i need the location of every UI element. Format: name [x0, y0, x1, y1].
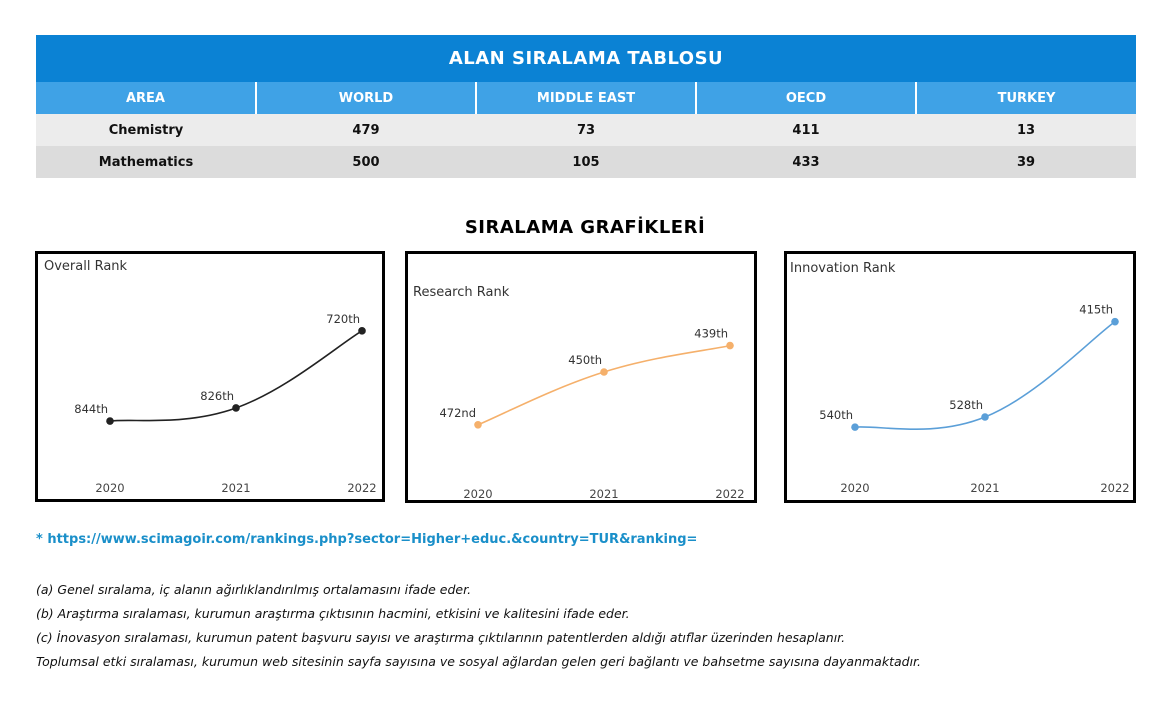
- data-point: [726, 342, 734, 350]
- chart-title: Research Rank: [413, 285, 510, 300]
- column-header-world: WORLD: [256, 82, 476, 114]
- research-rank-chart: [405, 251, 757, 503]
- data-point: [600, 368, 608, 376]
- source-link[interactable]: * https://www.scimagoir.com/rankings.php?sector=Higher+educ.&country=TUR&ranking=: [36, 532, 698, 547]
- x-tick-label: 2022: [1100, 481, 1130, 495]
- data-point: [981, 413, 989, 421]
- series-line: [855, 322, 1115, 430]
- series-line: [478, 346, 730, 425]
- table-cell: 105: [476, 146, 696, 178]
- x-tick-label: 2021: [221, 481, 251, 495]
- x-tick-label: 2021: [970, 481, 1000, 495]
- innovation-rank-plot: [787, 254, 1133, 500]
- data-point: [474, 421, 482, 429]
- chart-title: Overall Rank: [44, 259, 128, 274]
- table-cell: 479: [256, 114, 476, 146]
- column-header-oecd: OECD: [696, 82, 916, 114]
- overall-rank-plot: [38, 254, 382, 499]
- x-tick-label: 2020: [840, 481, 870, 495]
- x-tick-label: 2020: [463, 487, 493, 500]
- table-cell: 13: [916, 114, 1136, 146]
- table-row: [36, 114, 1136, 146]
- data-label: 415th: [1079, 302, 1113, 317]
- footnote-c: (c) İnovasyon sıralaması, kurumun patent başvuru sayısı ve araştırma çıktılarının patentlerden aldığı atıflar üzerinden hesaplanır.: [36, 630, 846, 645]
- table-cell: 411: [696, 114, 916, 146]
- data-label: 472nd: [439, 405, 476, 420]
- column-header-middle-east: MIDDLE EAST: [476, 82, 696, 114]
- data-point: [1111, 318, 1119, 326]
- innovation-rank-chart: [784, 251, 1136, 503]
- table-cell: Chemistry: [36, 114, 256, 146]
- data-label: 826th: [200, 388, 234, 403]
- footnote-a: (a) Genel sıralama, iç alanın ağırlıklandırılmış ortalamasını ifade eder.: [36, 582, 472, 597]
- data-label: 439th: [694, 326, 728, 341]
- table-cell: 500: [256, 146, 476, 178]
- x-tick-label: 2021: [589, 487, 619, 500]
- data-label: 720th: [326, 311, 360, 326]
- x-tick-label: 2022: [347, 481, 377, 495]
- table-cell: Mathematics: [36, 146, 256, 178]
- x-tick-label: 2020: [95, 481, 125, 495]
- column-header-turkey: TURKEY: [916, 82, 1136, 114]
- column-header-area: AREA: [36, 82, 256, 114]
- table-title: ALAN SIRALAMA TABLOSU: [36, 35, 1136, 82]
- table-cell: 39: [916, 146, 1136, 178]
- x-tick-label: 2022: [715, 487, 745, 500]
- footnotes: [36, 580, 921, 676]
- data-label: 844th: [74, 402, 108, 417]
- data-label: 540th: [819, 408, 853, 423]
- data-point: [851, 423, 859, 431]
- data-point: [232, 404, 240, 412]
- footnote-b: (b) Araştırma sıralaması, kurumun araştırma çıktısının hacmini, etkisini ve kalitesini ifade eder.: [36, 606, 630, 621]
- data-point: [358, 327, 366, 335]
- data-point: [106, 417, 114, 425]
- footnote-social: Toplumsal etki sıralaması, kurumun web sitesinin sayfa sayısına ve sosyal ağlardan gelen geri bağlantı ve bahsetme sayısına dayanmaktadır.: [36, 654, 922, 669]
- table-row: [36, 146, 1136, 178]
- data-label: 450th: [568, 353, 602, 367]
- table-cell: 73: [476, 114, 696, 146]
- table-cell: 433: [696, 146, 916, 178]
- section-title: SIRALAMA GRAFİKLERİ: [464, 217, 706, 238]
- chart-title: Innovation Rank: [790, 261, 896, 276]
- data-label: 528th: [949, 398, 983, 412]
- overall-rank-chart: [35, 251, 385, 502]
- research-rank-plot: [408, 254, 754, 500]
- area-ranking-table: [36, 35, 1136, 178]
